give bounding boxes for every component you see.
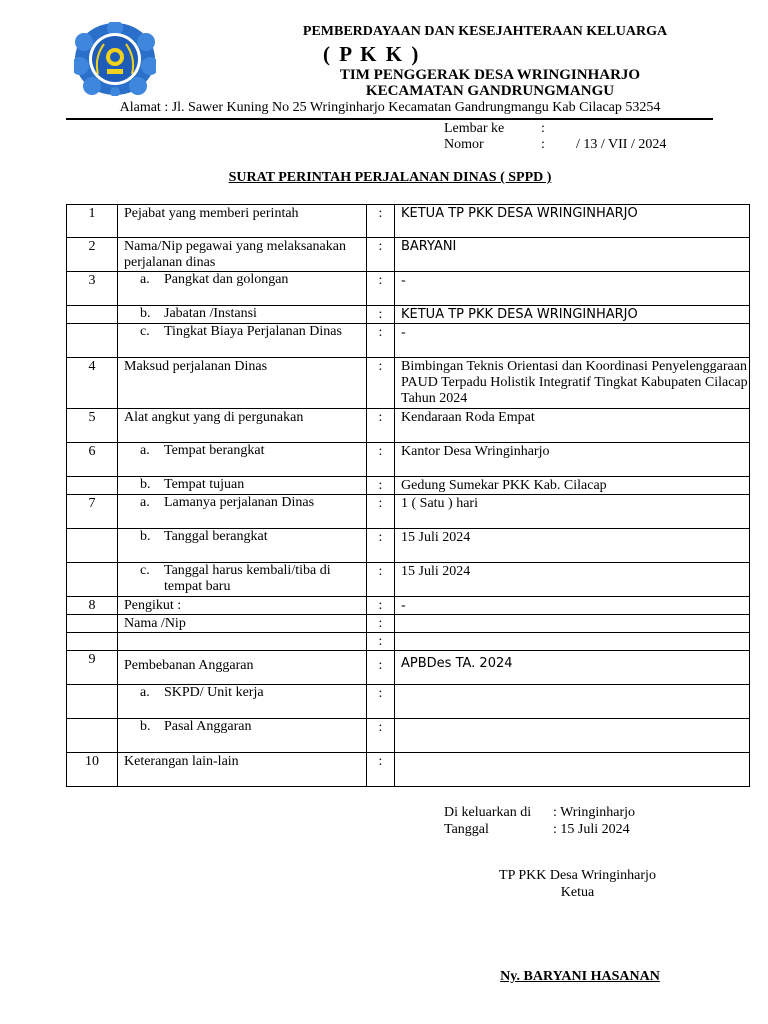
issued-date-line [444, 822, 630, 838]
row-value: KETUA TP PKK DESA WRINGINHARJO [395, 205, 750, 238]
row-label: Maksud perjalanan Dinas [118, 358, 367, 409]
district-name: KECAMATAN GANDRUNGMANGU [365, 83, 615, 99]
row-number: 4 [67, 358, 118, 409]
row-colon: : [367, 238, 395, 272]
row-colon: : [367, 597, 395, 615]
row-value: - [395, 324, 750, 358]
table-row [67, 409, 750, 443]
table-row [67, 272, 750, 306]
issued-date-label: Tanggal [444, 822, 489, 837]
row-colon: : [367, 529, 395, 563]
org-abbr: ( P K K ) [323, 42, 421, 66]
table-row [67, 238, 750, 272]
row-label: Pengikut : [118, 597, 367, 615]
row-number [67, 615, 118, 633]
row-label-text: Tingkat Biaya Perjalanan Dinas [164, 324, 342, 339]
row-value [395, 633, 750, 651]
row-label [118, 443, 367, 477]
row-letter: b. [140, 529, 151, 544]
number-label: Nomor [444, 137, 484, 152]
table-row [67, 633, 750, 651]
row-value: - [395, 272, 750, 306]
row-colon: : [367, 685, 395, 719]
row-letter: a. [140, 443, 150, 458]
row-label [118, 272, 367, 306]
row-label-text: Tanggal harus kembali/tiba di tempat baru [164, 563, 331, 594]
row-colon: : [367, 324, 395, 358]
row-letter: c. [140, 324, 150, 339]
row-number: 6 [67, 443, 118, 477]
row-value: KETUA TP PKK DESA WRINGINHARJO [395, 306, 750, 324]
row-colon: : [367, 719, 395, 753]
row-label [118, 719, 367, 753]
row-letter: b. [140, 477, 151, 492]
row-value [395, 615, 750, 633]
row-label [118, 563, 367, 597]
row-number [67, 563, 118, 597]
row-colon: : [367, 651, 395, 685]
number-colon: : [541, 137, 545, 152]
row-colon: : [367, 495, 395, 529]
row-label: Alat angkut yang di pergunakan [118, 409, 367, 443]
row-number [67, 719, 118, 753]
row-colon: : [367, 272, 395, 306]
team-name: TIM PENGGERAK DESA WRINGINHARJO [339, 67, 641, 83]
row-label-text: Tempat tujuan [164, 477, 245, 492]
table-row [67, 324, 750, 358]
row-colon: : [367, 358, 395, 409]
row-number: 7 [67, 495, 118, 529]
issued-date-value: : 15 Juli 2024 [553, 822, 630, 837]
signature-role: Ketua [560, 885, 595, 900]
pkk-logo [74, 22, 156, 96]
sheet-line [444, 121, 576, 137]
number-line [444, 137, 666, 153]
table-row [67, 753, 750, 787]
table-row [67, 651, 750, 685]
row-letter: b. [140, 306, 151, 321]
table-row [67, 477, 750, 495]
row-value [395, 753, 750, 787]
row-value [395, 719, 750, 753]
issued-place-label: Di keluarkan di [444, 805, 532, 820]
row-label: Pejabat yang memberi perintah [118, 205, 367, 238]
table-row [67, 529, 750, 563]
row-value: BARYANI [395, 238, 750, 272]
header-divider [66, 118, 713, 120]
row-label-text: SKPD/ Unit kerja [164, 685, 264, 700]
row-value: - [395, 597, 750, 615]
row-number: 8 [67, 597, 118, 615]
sheet-colon: : [541, 121, 545, 136]
row-colon: : [367, 477, 395, 495]
row-value [395, 685, 750, 719]
document-title: SURAT PERINTAH PERJALANAN DINAS ( SPPD ) [228, 170, 552, 185]
row-colon: : [367, 306, 395, 324]
signature-org: TP PKK Desa Wringinharjo [499, 868, 656, 883]
row-letter: c. [140, 563, 150, 578]
row-number: 1 [67, 205, 118, 238]
table-row [67, 563, 750, 597]
row-label [118, 306, 367, 324]
row-number [67, 324, 118, 358]
row-label: Keterangan lain-lain [118, 753, 367, 787]
issued-place-line [444, 805, 635, 821]
table-row [67, 685, 750, 719]
row-colon: : [367, 563, 395, 597]
row-value: 15 Juli 2024 [395, 563, 750, 597]
sppd-table [66, 204, 750, 787]
row-colon: : [367, 205, 395, 238]
signer-name: Ny. BARYANI HASANAN [500, 969, 660, 984]
row-colon: : [367, 443, 395, 477]
table-row [67, 597, 750, 615]
table-row [67, 205, 750, 238]
row-colon: : [367, 615, 395, 633]
row-label [118, 633, 367, 651]
table-row [67, 719, 750, 753]
row-value: Gedung Sumekar PKK Kab. Cilacap [395, 477, 750, 495]
row-label [118, 477, 367, 495]
row-label-text: Jabatan /Instansi [164, 306, 257, 321]
row-value: APBDes TA. 2024 [395, 651, 750, 685]
row-label: Nama /Nip [118, 615, 367, 633]
row-value: Kantor Desa Wringinharjo [395, 443, 750, 477]
table-row [67, 443, 750, 477]
row-letter: a. [140, 272, 150, 287]
row-colon: : [367, 633, 395, 651]
row-label [118, 324, 367, 358]
row-number: 5 [67, 409, 118, 443]
row-number [67, 306, 118, 324]
table-row [67, 495, 750, 529]
row-number: 9 [67, 651, 118, 685]
row-colon: : [367, 409, 395, 443]
row-label: Pembebanan Anggaran [118, 651, 367, 685]
row-value: 15 Juli 2024 [395, 529, 750, 563]
sheet-label: Lembar ke [444, 121, 505, 136]
address: Alamat : Jl. Sawer Kuning No 25 Wringinharjo Kecamatan Gandrungmangu Kab Cilacap 53254 [119, 100, 661, 115]
row-number [67, 685, 118, 719]
row-value: Bimbingan Teknis Orientasi dan Koordinasi Penyelenggaraan PAUD Terpadu Holistik Integratif Tingkat Kabupaten Cilacap Tahun 2024 [395, 358, 750, 409]
row-number [67, 633, 118, 651]
row-label: Nama/Nip pegawai yang melaksanakan perjalanan dinas [118, 238, 367, 272]
row-number [67, 477, 118, 495]
row-letter: b. [140, 719, 151, 734]
row-label-text: Pangkat dan golongan [164, 272, 289, 287]
number-value: / 13 / VII / 2024 [576, 137, 667, 152]
row-value: Kendaraan Roda Empat [395, 409, 750, 443]
table-row [67, 306, 750, 324]
row-label-text: Tempat berangkat [164, 443, 265, 458]
row-number: 10 [67, 753, 118, 787]
row-letter: a. [140, 495, 150, 510]
row-label-text: Pasal Anggaran [164, 719, 252, 734]
row-number: 3 [67, 272, 118, 306]
row-number: 2 [67, 238, 118, 272]
table-row [67, 358, 750, 409]
issued-place-value: : Wringinharjo [553, 805, 635, 820]
row-label-text: Lamanya perjalanan Dinas [164, 495, 315, 510]
row-label [118, 495, 367, 529]
row-colon: : [367, 753, 395, 787]
row-label [118, 685, 367, 719]
row-letter: a. [140, 685, 150, 700]
org-name: PEMBERDAYAAN DAN KESEJAHTERAAN KELUARGA [302, 24, 668, 39]
table-row [67, 615, 750, 633]
row-label [118, 529, 367, 563]
row-label-text: Tanggal berangkat [164, 529, 268, 544]
row-value: 1 ( Satu ) hari [395, 495, 750, 529]
row-number [67, 529, 118, 563]
